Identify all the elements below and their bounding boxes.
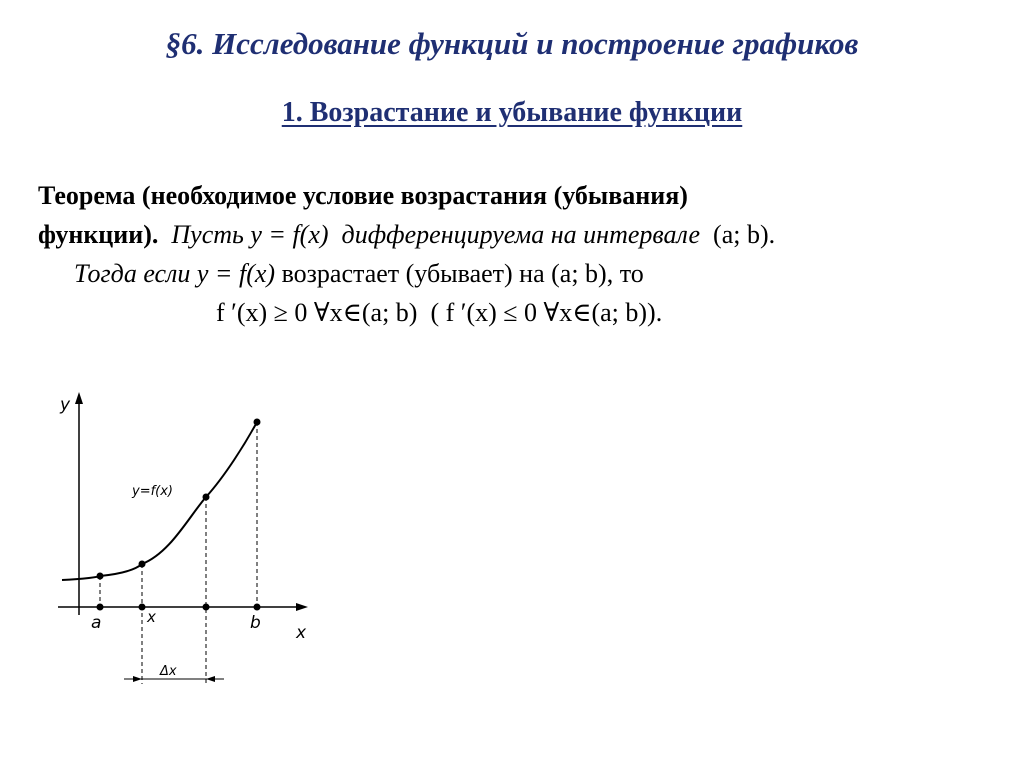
hypothesis-differentiable: дифференцируема на интервале: [341, 220, 701, 249]
curve-point-x-plus-dx: [203, 494, 210, 501]
curve-point-a: [97, 573, 104, 580]
function-graph: [40, 388, 330, 698]
theorem-line-3: [38, 254, 998, 293]
function-curve: [62, 422, 257, 580]
axis-point-b: [254, 604, 261, 611]
hypothesis-function: y = f(x): [250, 220, 329, 249]
y-axis-arrow: [75, 392, 83, 404]
x-axis-label: x: [296, 623, 307, 643]
point-a-label: a: [91, 613, 102, 633]
axis-point-a: [97, 604, 104, 611]
hypothesis-text: Пусть: [171, 220, 244, 249]
point-b-label: b: [250, 613, 261, 633]
y-axis-label: y: [60, 395, 71, 415]
delta-x-label: Δx: [160, 664, 177, 679]
delta-x-arrow-right: [206, 676, 215, 682]
point-x-label: x: [147, 608, 156, 626]
theorem-label: Теорема (необходимое условие возрастания (убывания): [38, 181, 688, 210]
theorem-line-2: [38, 215, 998, 254]
formula-increasing: f ′(x) ≥ 0 ∀x∈(a; b): [216, 298, 418, 327]
theorem-label-cont: функции).: [38, 220, 159, 249]
hypothesis-interval: (a; b).: [713, 220, 776, 249]
curve-label: y=f(x): [132, 484, 173, 499]
conclusion-function: y = f(x): [196, 259, 276, 288]
curve-point-b: [254, 419, 261, 426]
x-axis-arrow: [296, 603, 308, 611]
conclusion-monotone: возрастает (убывает) на (a; b), то: [281, 259, 644, 288]
theorem-block: [38, 176, 998, 332]
section-subtitle: 1. Возрастание и убывание функции: [281, 97, 743, 128]
theorem-formula: [38, 293, 998, 332]
delta-x-arrow-left: [133, 676, 142, 682]
theorem-line-1: [38, 176, 998, 215]
conclusion-then: Тогда если: [74, 259, 191, 288]
formula-decreasing: ( f ′(x) ≤ 0 ∀x∈(a; b)).: [430, 298, 663, 327]
curve-point-x: [139, 561, 146, 568]
function-graph-figure: [40, 388, 330, 698]
axis-point-x: [139, 604, 146, 611]
slide-title: §6. Исследование функций и построение графиков: [165, 26, 859, 61]
axis-point-x-plus-dx: [203, 604, 210, 611]
